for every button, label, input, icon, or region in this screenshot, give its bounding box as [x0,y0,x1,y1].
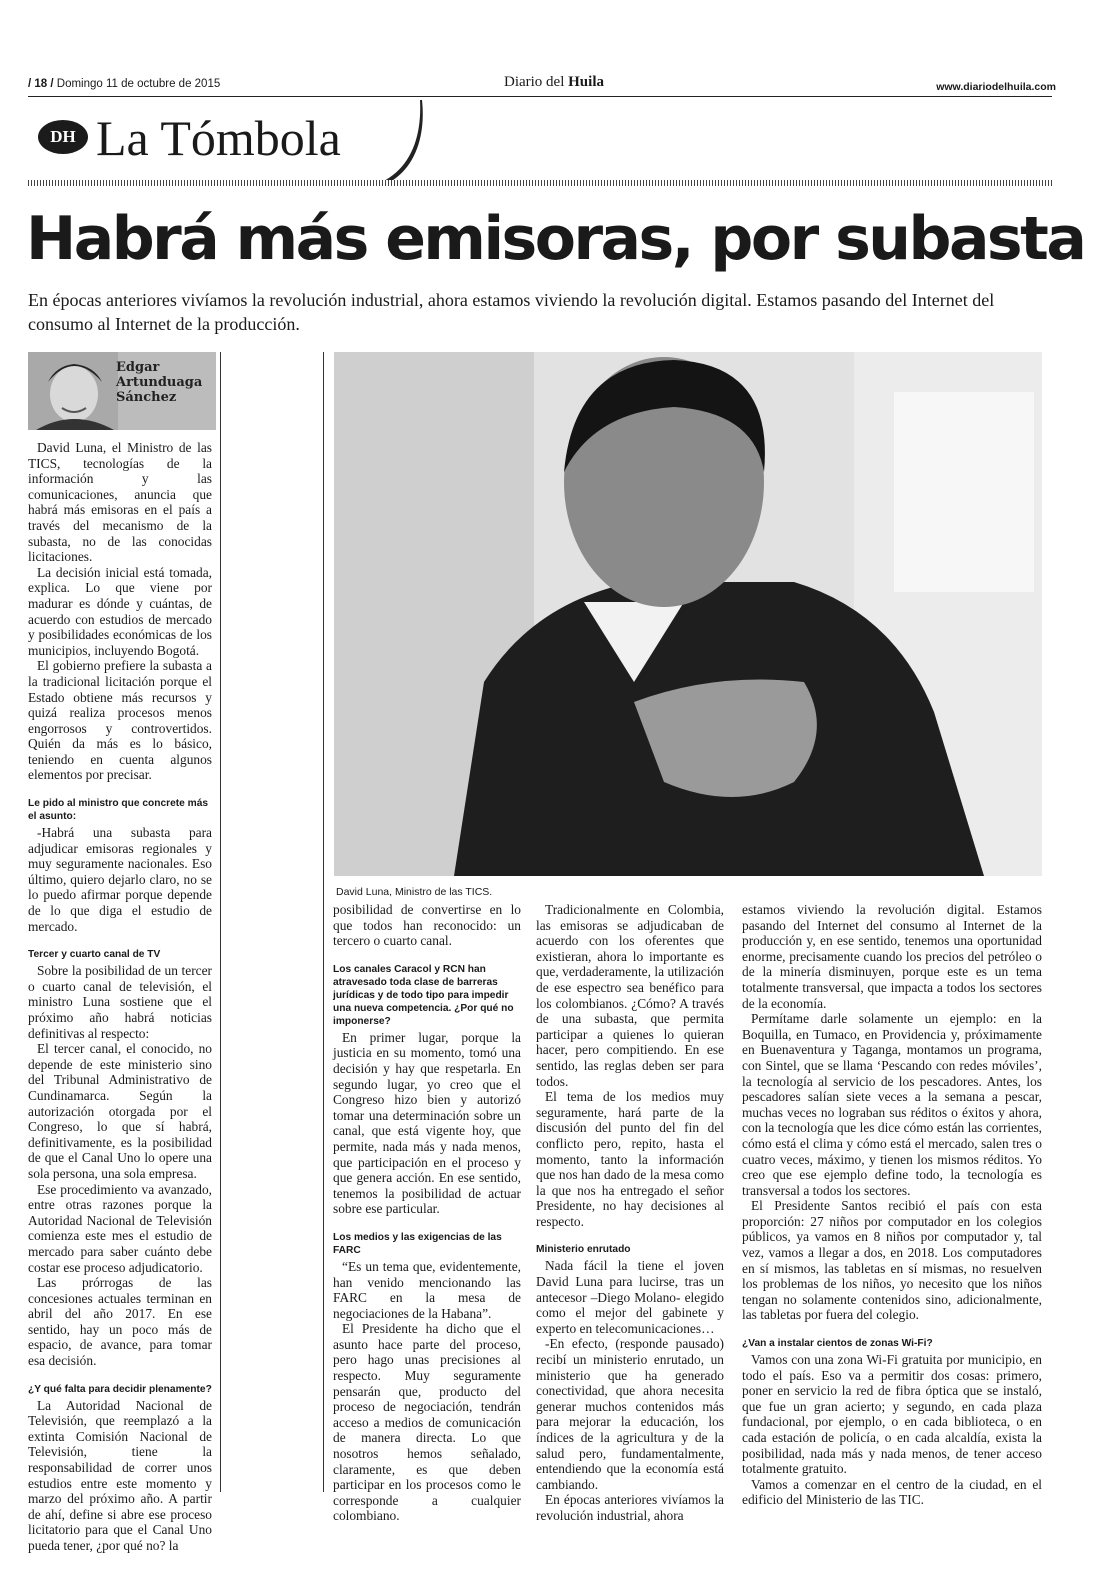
banner-swoosh-icon [380,98,440,184]
article-column-1 [28,440,212,1554]
subheading: Tercer y cuarto canal de TV [28,949,161,961]
paragraph: El tema de los medios muy seguramente, hará parte de la discusión del punto del fin del conflicto pero, repito, hasta el momento, tanto la información que nos han dado de la mesa como la que nos ha entregado el señor Presidente, no hay decisiones al respecto. [536,1089,724,1229]
paragraph: En épocas anteriores vivíamos la revolución industrial, ahora [536,1492,724,1523]
column-rule [220,352,221,1492]
paragraph: En primer lugar, porque la justicia en su momento, tomó una decisión y hay que respetarla. En segundo lugar, yo creo que el Congreso hizo bien y autorizó tomar una determinación sobre un canal, que está vigente hoy, que permite, nada más y nada menos, que participación en el proceso y que genera acción. En ese sentido, tenemos la posibilidad de actuar sobre ese particular. [333,1029,521,1217]
paragraph: El Presidente Santos recibió el país con esta proporción: 27 niños por computador en los colegios públicos, ya vamos en 8 niños por computador y, tal vez, vamos a llegar a dos, en 2018. Los computadores en sí mismos, las tabletas en sí mismas, no resuelven los problemas de los niños, yo necesito que los niños tengan no solamente contenidos sino, adicionalmente, las tabletas por fuera del colegio. [742,1198,1042,1323]
subheading: Le pido al ministro que concrete más el asunto: [28,798,209,823]
minister-photo-icon [334,352,1042,876]
author-portrait-icon [28,352,118,430]
section-divider [28,180,1052,186]
paragraph: La Autoridad Nacional de Televisión, que reemplazó a la extinta Comisión Nacional de Televisión, tiene la responsabilidad de correr unos estudios entre este momento y marzo del próximo año. A partir de ahí, define si abre ese proceso licitatorio para que el Canal Uno pueda tener, ¿por qué no? la [28,1397,212,1553]
subheading: ¿Van a instalar cientos de zonas Wi-Fi? [742,1338,933,1350]
subheading: Ministerio enrutado [536,1244,631,1256]
article-column-4 [742,902,1042,1508]
paragraph: La decisión inicial está tomada, explica. Lo que viene por madurar es dónde y cuántas, de acuerdo con estudios de mercado y posibilidades económicas de los municipios, incluyendo Bogotá. [28,564,212,658]
paragraph: Ese procedimiento va avanzado, entre otras razones porque la Autoridad Nacional de Televisión comienza este mes el estudio de mercado para saber cuánto debe costar ese proceso adjudicatorio. [28,1181,212,1275]
article-headline: Habrá más emisoras, por subasta [26,204,1085,274]
author-middle-name: Artunduaga [116,375,203,390]
paragraph: Tradicionalmente en Colombia, las emisoras se adjudicaban de acuerdo con los oferentes que existieran, ahora lo importante es que, verdaderamente, la utilización de ese espectro sea benéfico para los colombianos. ¿Cómo? A través de una subasta, que permita participar a quienes lo quieran hacer, pero compitiendo. En ese sentido, las reglas deben ser para todos. [536,902,724,1089]
page-number: / 18 / [28,78,54,90]
dh-logo-icon: DH [38,120,88,154]
paragraph: posibilidad de convertirse en lo que todos han reconocido: un tercero o cuarto canal. [333,902,521,949]
paragraph: Permítame darle solamente un ejemplo: en la Boquilla, en Tumaco, en Providencia y, próximamente en Buenaventura y Taganga, montamos un programa, con Sintel, que se llama ‘Pescando con redes móviles’, la tecnología al servicio de los pescadores. Antes, los pescadores salían siete veces a la semana a pescar, muchas veces no lograban sus réditos o éxitos y ahora, con la tecnología que les dice cómo están las corrientes, cómo está el clima y cómo está el mercado, salen tres o cuatro veces, máximo, y tienen los mismos réditos. Yo creo que ese ejemplo define todo, la tecnología es transversal a todos los sectores. [742,1011,1042,1198]
author-name [116,360,202,405]
article-lead: En épocas anteriores vivíamos la revolución industrial, ahora estamos viviendo la revolución digital. Estamos pasando del Internet del consumo al Internet de la producción. [28,290,995,334]
masthead-part1: Diario del [503,74,565,90]
website-url: www.diariodelhuila.com [936,81,1056,93]
author-first-name: Edgar [116,360,160,375]
column-rule [323,352,324,1492]
paragraph: -En efecto, (responde pausado) recibí un ministerio enrutado, un ministerio que ha generado conectividad, que ahora necesita generar muchos contenidos más para mejorar la educación, los índices de la agricultura y de la salud pero, fundamentalmente, entendiendo que la economía está cambiando. [536,1336,724,1492]
paragraph: El tercer canal, el conocido, no depende de este ministerio sino del Tribunal Administrativo de Cundinamarca. Según la autorización otorgada por el Congreso, lo que sí habrá, definitivamente, es la posibilidad de que el Canal Uno lo opere una sola persona, una sola empresa. [28,1041,212,1181]
paragraph: “Es un tema que, evidentemente, han venido mencionando las FARC en la mesa de negociaciones de la Habana”. [333,1258,521,1321]
paragraph: -Habrá una subasta para adjudicar emisoras regionales y muy seguramente nacionales. Eso último, quiero dejarlo claro, no se lo puedo afirmar porque depende de lo que diga el estudio de mercado. [28,825,212,934]
paragraph: Las prórrogas de las concesiones actuales terminan en abril del año 2017. En ese sentido, hay un poco más de espacio, de avance, para tomar esa decisión. [28,1275,212,1369]
paragraph: El gobierno prefiere la subasta a la tradicional licitación porque el Estado obtiene más recursos y quizá realiza procesos menos engorrosos y controvertidos. Quién da más es lo básico, teniendo en cuenta algunos elementos por precisar. [28,658,212,783]
subheading: Los canales Caracol y RCN han atravesado toda clase de barreras jurídicas y de todo tipo para impedir una nueva competencia. ¿Por qué no imponerse? [333,963,514,1027]
masthead-part2: Huila [568,74,604,90]
subheading: Los medios y las exigencias de las FARC [333,1231,502,1256]
article-column-2 [333,902,521,1524]
paragraph: Vamos a comenzar en el centro de la ciudad, en el edificio del Ministerio de las TIC. [742,1476,1042,1508]
article-column-3 [536,902,724,1524]
paragraph: Nada fácil la tiene el joven David Luna para lucirse, tras un antecesor –Diego Molano- elegido como el mejor del gabinete y experto en telecomunicaciones… [536,1258,724,1336]
paragraph: Vamos con una zona Wi-Fi gratuita por municipio, en todo el país. Eso va a permitir dos cosas: primero, poner en servicio la red de fibra óptica que se instaló, que fue un gran acierto; y segundo, en cada plaza fundacional, por ejemplo, o en cada biblioteca, o en cada estación de policía, o en cada alcaldía, exista la posibilidad, nada más y nada menos, de tener acceso totalmente gratuito. [742,1352,1042,1477]
paragraph: El Presidente ha dicho que el asunto hace parte del proceso, pero hago unas precisiones al respecto. Muy seguramente pensarán que, producto del proceso de negociación, tendrán acceso a medios de comunicación de manera directa. Lo que nosotros hemos señalado, claramente, es que deben participar en los procesos como le corresponde a cualquier colombiano. [333,1321,521,1524]
paragraph: Sobre la posibilidad de un tercer o cuarto canal de televisión, el ministro Luna sostiene que el próximo año habrá noticias definitivas al respecto: [28,963,212,1041]
section-title: La Tómbola [96,110,341,166]
subheading: ¿Y qué falta para decidir plenamente? [28,1383,212,1395]
author-last-name: Sánchez [116,390,177,405]
issue-date: Domingo 11 de octubre de 2015 [56,78,221,90]
paragraph: estamos viviendo la revolución digital. Estamos pasando del Internet del consumo al Internet de la producción y, en ese sentido, tenemos una oportunidad enorme, precisamente cuando los precios del petróleo o de la minería disminuyen, porque este es un tema totalmente transversal, que impacta a todos los sectores de la economía. [742,902,1042,1011]
photo-caption: David Luna, Ministro de las TICS. [336,886,493,898]
article-photo [334,352,1042,876]
paragraph: David Luna, el Ministro de las TICS, tecnologías de la información y las comunicaciones, anuncia que habrá más emisoras en el país a través del mecanismo de la subasta, no de las conocidas licitaciones. [28,440,212,565]
